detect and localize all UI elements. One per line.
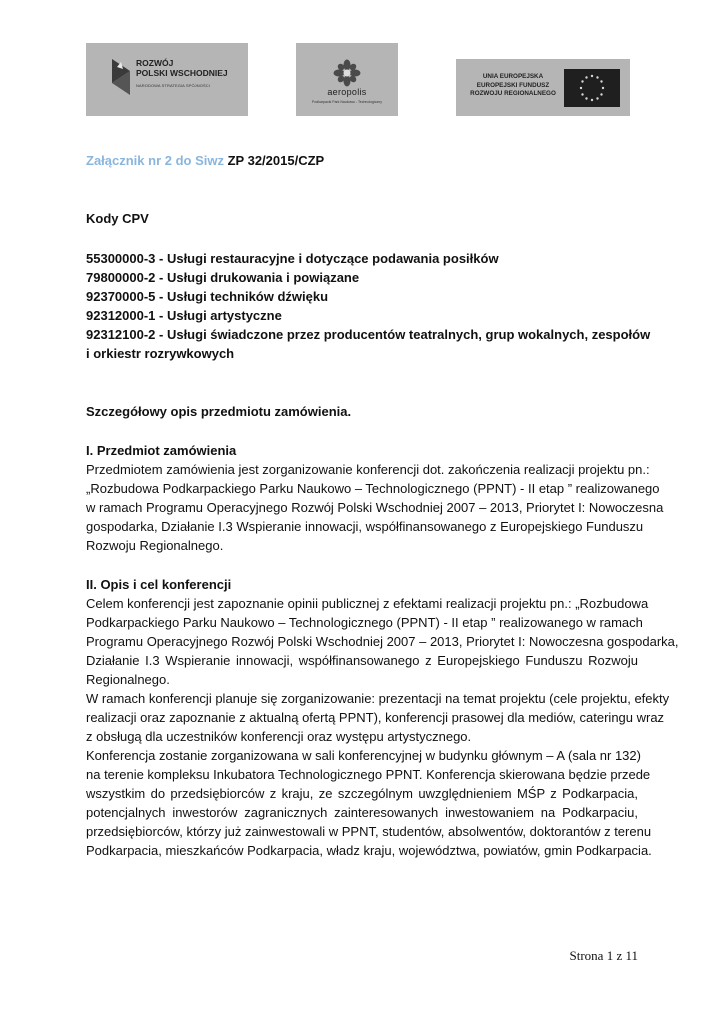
cpv-line: 92370000-5 - Usługi techników dźwięku (86, 289, 329, 304)
aeropolis-logo-subtitle: Podkarpacki Park Naukowo - Technologiczny (312, 100, 382, 104)
cpv-line: 92312100-2 - Usługi świadczone przez producentów teatralnych, grup wokalnych, zespołów (86, 327, 651, 342)
cpv-line: 92312000-1 - Usługi artystyczne (86, 308, 282, 323)
rpw-logo-subtitle: NARODOWA STRATEGIA SPÓJNOŚCI (136, 83, 210, 88)
section2-line: z obsługą dla uczestników konferencji oraz występu artystycznego. (86, 729, 472, 744)
section2-line: na terenie kompleksu Inkubatora Technologicznego PPNT. Konferencja skierowana będzie przede (86, 767, 651, 782)
section2-line: potencjalnych inwestorów zagranicznych zainteresowanych inwestowaniem na Podkarpaciu, (86, 805, 638, 820)
attachment-label: Załącznik nr 2 do Siwz (86, 153, 224, 168)
section1-line: Rozwoju Regionalnego. (86, 538, 224, 553)
section2-heading: II. Opis i cel konferencji (86, 577, 232, 592)
attachment-line (86, 153, 638, 169)
aeropolis-logo-name: aeropolis (327, 87, 367, 97)
eu-logo-text: UNIA EUROPEJSKA EUROPEJSKI FUNDUSZ ROZWOJU REGIONALNEGO (470, 73, 556, 97)
cpv-line: 79800000-2 - Usługi drukowania i powiązane (86, 270, 360, 285)
section1-line: w ramach Programu Operacyjnego Rozwój Polski Wschodniej 2007 – 2013, Priorytet I: Nowoczesna (86, 500, 664, 515)
section1-line: Przedmiotem zamówienia jest zorganizowanie konferencji dot. zakończenia realizacji projektu pn.: (86, 462, 650, 477)
rpw-logo-text: ROZWÓJ POLSKI WSCHODNIEJ (136, 58, 228, 78)
section2-line: Podkarpacia, mieszkańców Podkarpacia, władz kraju, województwa, powiatów, gmin Podkarpacia. (86, 843, 652, 858)
cpv-line: i orkiestr rozrywkowych (86, 346, 235, 361)
section2-line: Regionalnego. (86, 672, 170, 687)
eu-fund-logo (456, 59, 630, 116)
attachment-ref: ZP 32/2015/CZP (227, 153, 325, 168)
rozwoj-polski-wschodniej-logo (86, 43, 248, 116)
section2-line: przedsiębiorców, którzy już zainwestowali w PPNT, studentów, absolwentów, doktorantów z terenu (86, 824, 652, 839)
section2-line: Działanie I.3 Wspieranie innowacji, współfinansowanego z Europejskiego Funduszu Rozwoju (86, 653, 638, 668)
section2-line: wszystkim do przedsiębiorców z kraju, ze szczególnym uwzględnieniem MŚP z Podkarpacia, (86, 786, 638, 801)
cpv-line: 55300000-3 - Usługi restauracyjne i dotyczące podawania posiłków (86, 251, 499, 266)
section2-line: Podkarpackiego Parku Naukowo – Technologicznego (PPNT) - II etap ” realizowanego w ramach (86, 615, 643, 630)
cpv-heading: Kody CPV (86, 211, 149, 226)
page-number: Strona 1 z 11 (569, 948, 638, 963)
section1-line: „Rozbudowa Podkarpackiego Parku Naukowo – Technologicznego (PPNT) - II etap ” realizowanego (86, 481, 660, 496)
aeropolis-flower-icon (333, 59, 361, 87)
section2-line: W ramach konferencji planuje się zorganizowanie: prezentacji na temat projektu (cele projektu, efekty (86, 691, 670, 706)
section2-line: Konferencja zostanie zorganizowana w sali konferencyjnej w budynku głównym – A (sala nr 132) (86, 748, 641, 763)
section2-line: Programu Operacyjnego Rozwój Polski Wschodniej 2007 – 2013, Priorytet I: Nowoczesna gospodarka, (86, 634, 679, 649)
section2-line: realizacji oraz zapoznanie z aktualną ofertą PPNT), konferencji prasowej dla mediów, cateringu wraz (86, 710, 665, 725)
rpw-emblem-icon (110, 57, 132, 97)
section1-line: gospodarka, Działanie I.3 Wspieranie innowacji, współfinansowanego z Europejskiego Funduszu (86, 519, 644, 534)
aeropolis-logo (296, 43, 398, 116)
detail-heading: Szczegółowy opis przedmiotu zamówienia. (86, 404, 352, 419)
eu-flag-icon (564, 69, 620, 107)
section2-line: Celem konferencji jest zapoznanie opinii publicznej z efektami realizacji projektu pn.: „Rozbudowa (86, 596, 649, 611)
section1-heading: I. Przedmiot zamówienia (86, 443, 237, 458)
